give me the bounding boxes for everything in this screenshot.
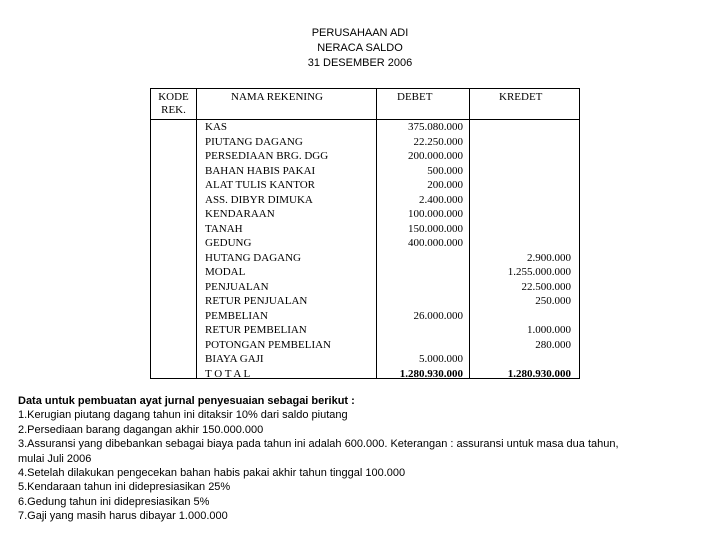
note-line: 6.Gedung tahun ini didepresiasikan 5%	[18, 495, 210, 508]
table-row	[151, 164, 579, 179]
company-name: PERUSAHAAN ADI	[311, 27, 409, 39]
table-row	[151, 294, 579, 309]
table-row	[151, 338, 579, 353]
table-row	[151, 236, 579, 251]
account-name: PIUTANG DAGANG	[205, 135, 303, 148]
debit-amount: 22.250.000	[413, 135, 463, 148]
notes-list	[18, 408, 708, 523]
debit-amount: 26.000.000	[413, 309, 463, 322]
debit-amount: 200.000	[427, 179, 463, 191]
credit-amount: 280.000	[535, 338, 571, 351]
debit-amount: 5.000.000	[419, 353, 463, 365]
account-name: PENJUALAN	[205, 280, 269, 293]
total-row	[151, 367, 579, 382]
table-row	[151, 251, 579, 266]
debit-amount: 2.400.000	[419, 193, 463, 206]
column-header-nama: NAMA REKENING	[231, 91, 323, 103]
debit-amount: 200.000.000	[408, 150, 463, 162]
credit-amount: 1.255.000.000	[507, 266, 571, 278]
account-name: ASS. DIBYR DIMUKA	[205, 193, 313, 206]
account-name: BIAYA GAJI	[205, 353, 264, 365]
debit-amount: 500.000	[427, 164, 463, 177]
adjustment-notes	[18, 394, 708, 524]
table-row	[151, 323, 579, 338]
account-name: ALAT TULIS KANTOR	[205, 179, 316, 191]
account-name: TANAH	[205, 222, 243, 235]
credit-amount: 1.000.000	[527, 324, 571, 336]
column-header-debet: DEBET	[397, 91, 433, 103]
column-header-kode: KODE REK.	[158, 91, 189, 116]
note-line: mulai Juli 2006	[18, 452, 92, 465]
debit-amount: 375.080.000	[408, 121, 463, 133]
debit-amount: 150.000.000	[408, 222, 463, 235]
credit-amount: 2.900.000	[527, 251, 571, 264]
credit-amount: 250.000	[535, 295, 571, 307]
account-name: PEMBELIAN	[205, 309, 268, 322]
account-name: BAHAN HABIS PAKAI	[205, 164, 316, 177]
debit-amount: 400.000.000	[408, 237, 463, 249]
account-name: MODAL	[205, 266, 246, 278]
trial-balance-table	[150, 88, 580, 379]
table-row	[151, 309, 579, 324]
account-name: T O T A L	[205, 367, 251, 380]
account-name: RETUR PENJUALAN	[205, 295, 308, 307]
table-row	[151, 120, 579, 135]
credit-amount: 1.280.930.000	[507, 367, 571, 380]
table-row	[151, 222, 579, 237]
table-row	[151, 207, 579, 222]
table-row	[151, 149, 579, 164]
note-line: 3.Assuransi yang dibebankan sebagai biaya pada tahun ini adalah 600.000. Keterangan : assuransi untuk masa dua tahun,	[18, 438, 619, 451]
table-row	[151, 352, 579, 367]
table-row	[151, 193, 579, 208]
report-date: 31 DESEMBER 2006	[307, 57, 413, 69]
table-row	[151, 135, 579, 150]
account-name: RETUR PEMBELIAN	[205, 324, 307, 336]
table-row	[151, 178, 579, 193]
table-row	[151, 265, 579, 280]
note-line: 1.Kerugian piutang dagang tahun ini ditaksir 10% dari saldo piutang	[18, 409, 348, 422]
account-name: POTONGAN PEMBELIAN	[205, 338, 331, 351]
debit-amount: 1.280.930.000	[399, 367, 463, 380]
account-name: KENDARAAN	[205, 208, 275, 220]
report-title: NERACA SALDO	[317, 42, 403, 54]
debit-amount: 100.000.000	[408, 208, 463, 220]
table-row	[151, 280, 579, 295]
note-line: 4.Setelah dilakukan pengecekan bahan habis pakai akhir tahun tinggal 100.000	[18, 467, 406, 480]
account-name: HUTANG DAGANG	[205, 251, 301, 264]
account-name: PERSEDIAAN BRG. DGG	[205, 150, 329, 162]
note-line: 7.Gaji yang masih harus dibayar 1.000.000	[18, 510, 228, 523]
account-name: GEDUNG	[205, 237, 252, 249]
notes-title: Data untuk pembuatan ayat jurnal penyesuaian sebagai berikut :	[18, 395, 355, 407]
credit-amount: 22.500.000	[521, 280, 571, 293]
column-header-kredet: KREDET	[499, 91, 543, 103]
note-line: 2.Persediaan barang dagangan akhir 150.000.000	[18, 423, 264, 436]
note-line: 5.Kendaraan tahun ini didepresiasikan 25%	[18, 481, 231, 494]
account-name: KAS	[205, 121, 228, 133]
